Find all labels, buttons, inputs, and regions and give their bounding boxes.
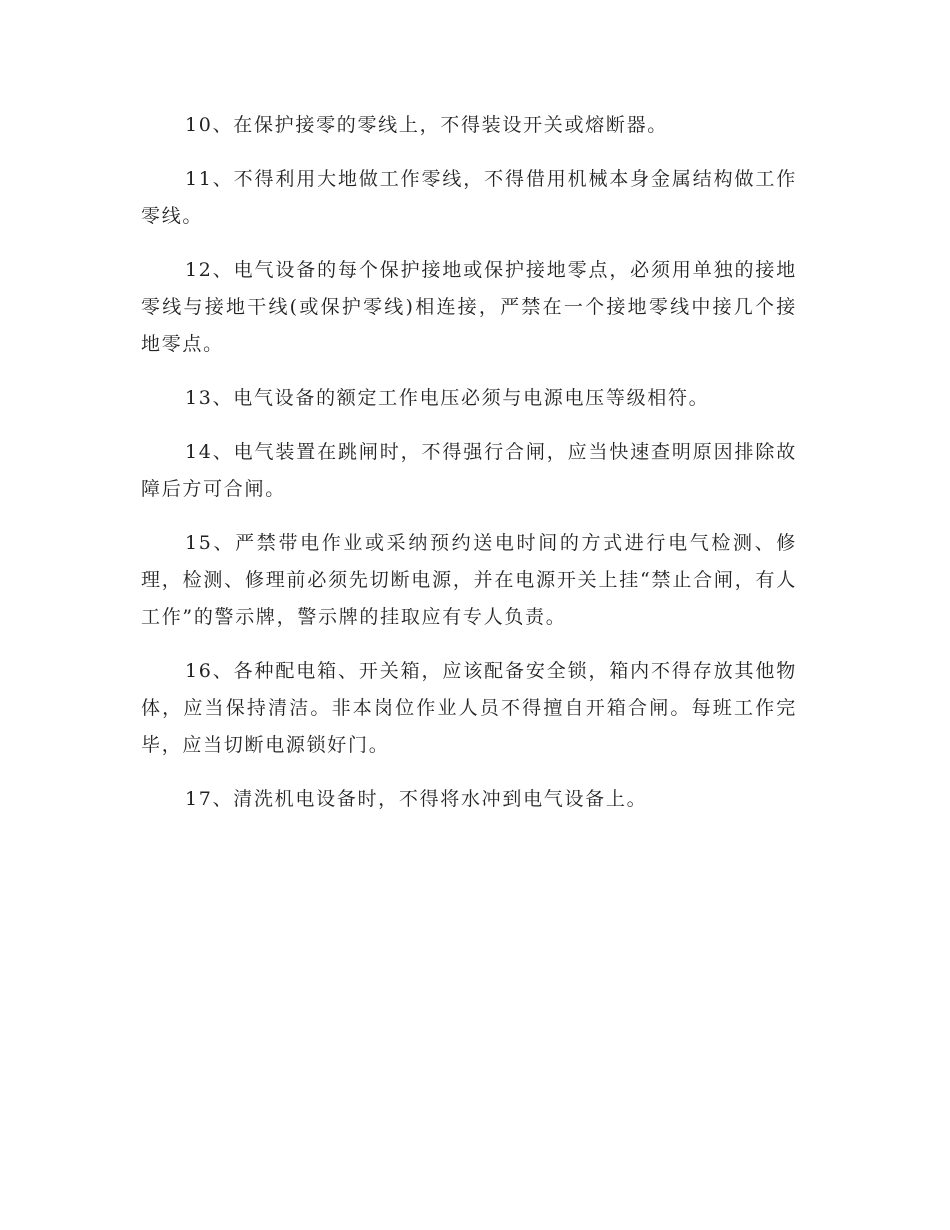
paragraph-16: 16、各种配电箱、开关箱，应该配备安全锁，箱内不得存放其他物体，应当保持清洁。非本岗位作业人员不得擅自开箱合闸。每班工作完毕，应当切断电源锁好门。 [141, 660, 797, 756]
paragraph-12: 12、电气设备的每个保护接地或保护接地零点，必须用单独的接地零线与接地干线(或保护零线)相连接，严禁在一个接地零线中接几个接地零点。 [141, 259, 797, 355]
paragraph-15: 15、严禁带电作业或采纳预约送电时间的方式进行电气检测、修理，检测、修理前必须先切断电源，并在电源开关上挂“禁止合闸，有人工作”的警示牌，警示牌的挂取应有专人负责。 [141, 532, 797, 628]
paragraph-10: 10、在保护接零的零线上，不得装设开关或熔断器。 [185, 114, 668, 136]
paragraph-17: 17、清洗机电设备时，不得将水冲到电气设备上。 [185, 788, 648, 810]
paragraph-14: 14、电气装置在跳闸时，不得强行合闸，应当快速查明原因排除故障后方可合闸。 [141, 441, 797, 500]
document-body [141, 107, 797, 835]
paragraph-11: 11、不得利用大地做工作零线，不得借用机械本身金属结构做工作零线。 [141, 168, 797, 227]
paragraph-13: 13、电气设备的额定工作电压必须与电源电压等级相符。 [185, 387, 710, 409]
